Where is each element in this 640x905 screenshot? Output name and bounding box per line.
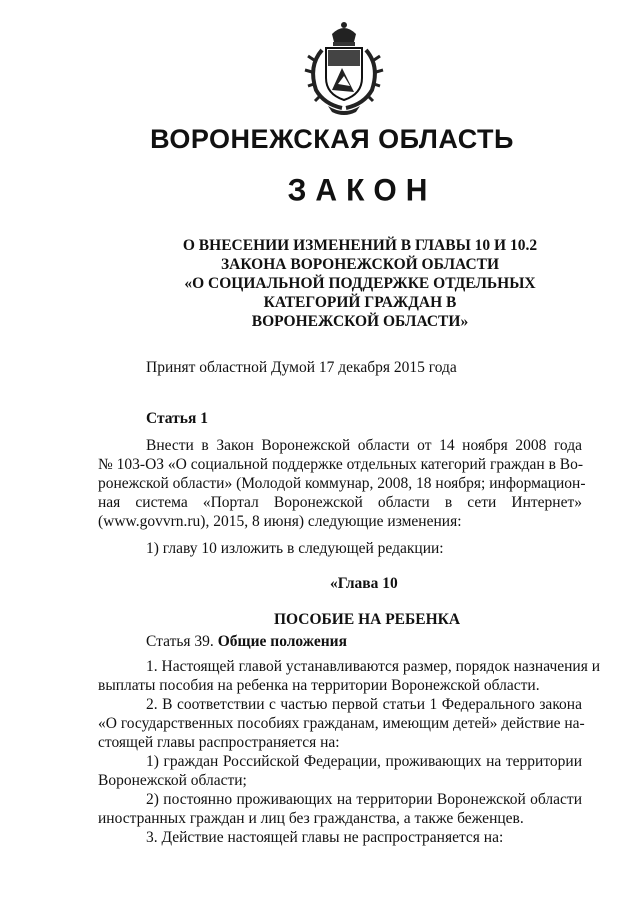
law-title: [160, 236, 560, 331]
article-39-number: Статья 39.: [146, 633, 214, 650]
body-text-line: «О государственных пособиях гражданам, имеющим детей» действие на-: [98, 715, 585, 732]
law-title-line: «О СОЦИАЛЬНОЙ ПОДДЕРЖКЕ ОТДЕЛЬНЫХ: [184, 275, 536, 292]
article-1-text-line: ронежской области» (Молодой коммунар, 2008, 18 ноября; информацион-: [98, 475, 586, 492]
article-1-text-line: № 103-ОЗ «О социальной поддержке отдельных категорий граждан в Во-: [98, 456, 584, 473]
law-title-line: ЗАКОНА ВОРОНЕЖСКОЙ ОБЛАСТИ: [220, 256, 500, 273]
chapter-label: «Глава 10: [330, 575, 398, 592]
body-text-line: 2. В соответствии с частью первой статьи 1 Федерального закона: [146, 696, 582, 713]
body-text-line: стоящей главы распространяется на:: [98, 734, 340, 751]
chapter-title: ПОСОБИЕ НА РЕБЕНКА: [274, 611, 461, 628]
coat-of-arms-icon: [298, 20, 390, 116]
article-1-text-line: Внести в Закон Воронежской области от 14 ноября 2008 года: [146, 437, 582, 454]
body-text-line: выплаты пособия на ребенка на территории Воронежской области.: [98, 677, 540, 694]
body-text-line: 3. Действие настоящей главы не распространяется на:: [146, 829, 504, 846]
law-title-line: ВОРОНЕЖСКОЙ ОБЛАСТИ»: [251, 313, 469, 330]
article-1-text-line: (www.govvrn.ru), 2015, 8 июня) следующие изменения:: [98, 513, 462, 530]
body-text-line: 1) граждан Российской Федерации, проживающих на территории: [146, 753, 582, 770]
amendment-item-1: 1) главу 10 изложить в следующей редакции:: [146, 540, 444, 557]
law-title-line: О ВНЕСЕНИИ ИЗМЕНЕНИЙ В ГЛАВЫ 10 И 10.2: [182, 237, 538, 254]
article-1-text-line: ная система «Портал Воронежской области в сети Интернет»: [98, 494, 582, 511]
article-1-heading: Статья 1: [146, 410, 208, 427]
body-text-line: 2) постоянно проживающих на территории Воронежской области: [146, 791, 582, 808]
article-39-title: Общие положения: [217, 633, 347, 650]
body-text-line: 1. Настоящей главой устанавливаются размер, порядок назначения и: [146, 658, 601, 675]
document-type: ЗАКОН: [287, 173, 437, 208]
law-title-line: КАТЕГОРИЙ ГРАЖДАН В: [263, 294, 457, 311]
adoption-date: Принят областной Думой 17 декабря 2015 года: [146, 359, 457, 376]
article-39-heading: [146, 632, 347, 651]
body-text-line: Воронежской области;: [98, 772, 247, 789]
body-text-line: иностранных граждан и лиц без гражданства, а также беженцев.: [98, 810, 524, 827]
region-name: ВОРОНЕЖСКАЯ ОБЛАСТЬ: [150, 124, 514, 154]
